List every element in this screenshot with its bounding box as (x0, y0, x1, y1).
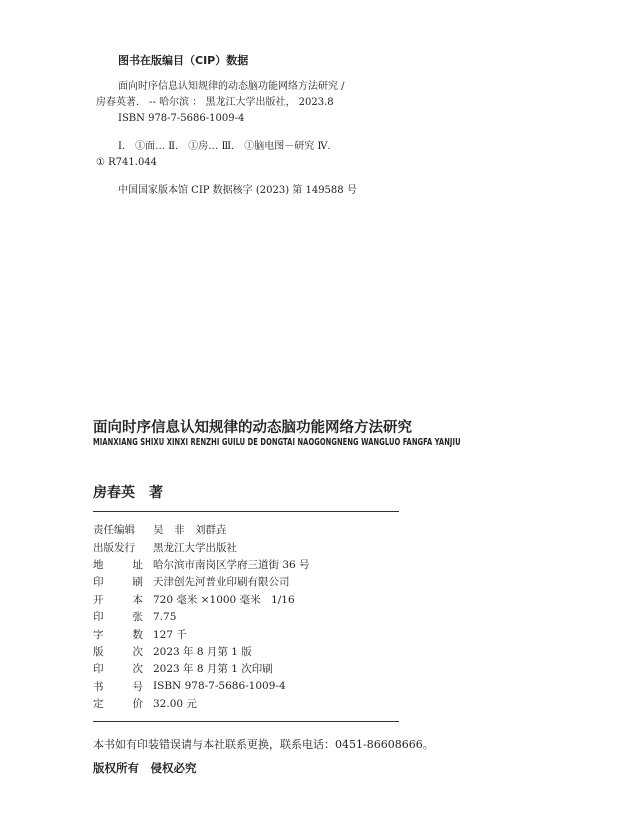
info-row-price (93, 695, 310, 712)
book-title: 面向时序信息认知规律的动态脑功能网络方法研究 (93, 420, 412, 436)
info-row-editor (93, 521, 310, 538)
cip-heading: 图书在版编目（CIP）数据 (118, 54, 249, 67)
info-label: 印 刷 (93, 576, 143, 589)
info-row-isbn (93, 678, 310, 695)
cip-isbn-line: ISBN 978-7-5686-1009-4 (118, 113, 245, 124)
info-label: 印 张 (93, 611, 143, 624)
info-label: 出版发行 (93, 541, 135, 554)
info-label: 书 号 (93, 680, 143, 693)
info-value: 720 毫米 ×1000 毫米 1/16 (153, 593, 295, 606)
cip-subject-line: Ⅰ． ①面… Ⅱ． ①房… Ⅲ． ①脑电图－研究 Ⅳ． (118, 141, 338, 152)
info-value: 127 千 (153, 628, 187, 641)
info-value: 天津创先河普业印刷有限公司 (153, 576, 290, 589)
info-value: 2023 年 8 月第 1 版 (153, 645, 252, 658)
book-author: 房春英 著 (93, 485, 163, 501)
info-value: 2023 年 8 月第 1 次印刷 (153, 663, 273, 676)
info-label: 定 价 (93, 698, 143, 711)
info-row-publisher (93, 538, 310, 555)
info-row-format (93, 591, 310, 608)
info-label: 印 次 (93, 663, 143, 676)
info-value: 黑龙江大学出版社 (153, 541, 237, 554)
info-label: 地 址 (93, 558, 143, 571)
publication-info-table (93, 521, 310, 712)
info-label: 版 次 (93, 645, 143, 658)
info-value: 32.00 元 (153, 698, 197, 711)
info-row-edition (93, 643, 310, 660)
divider-top (93, 511, 399, 512)
copyright-notice: 版权所有 侵权必究 (93, 761, 197, 775)
info-value: 吴 非 刘群垚 (153, 524, 227, 537)
info-row-word-count (93, 625, 310, 642)
cip-title-line: 面向时序信息认知规律的动态脑功能网络方法研究 / (118, 81, 345, 92)
info-row-printing (93, 660, 310, 677)
cip-record-number: 中国国家版本馆 CIP 数据核字 (2023) 第 149588 号 (118, 185, 357, 196)
info-value: 哈尔滨市南岗区学府三道街 36 号 (153, 558, 310, 571)
info-row-address (93, 556, 310, 573)
info-row-printer (93, 573, 310, 590)
info-label: 开 本 (93, 593, 143, 606)
cip-classification-line: ① R741.044 (96, 157, 158, 168)
info-value: ISBN 978-7-5686-1009-4 (153, 680, 286, 693)
replacement-notice: 本书如有印装错误请与本社联系更换，联系电话：0451-86608666。 (93, 738, 434, 751)
info-label: 字 数 (93, 628, 143, 641)
info-value: 7.75 (153, 610, 177, 623)
book-pinyin-title: MIANXIANG SHIXU XINXI RENZHI GUILU DE DONGTAI NAOGONGNENG WANGLUO FANGFA YANJIU (93, 437, 461, 448)
divider-bottom (93, 721, 399, 722)
info-label: 责任编辑 (93, 524, 135, 537)
cip-publisher-line: 房春英著． -- 哈尔滨 ： 黑龙江大学出版社， 2023.8 (96, 97, 334, 108)
info-row-sheets (93, 608, 310, 625)
